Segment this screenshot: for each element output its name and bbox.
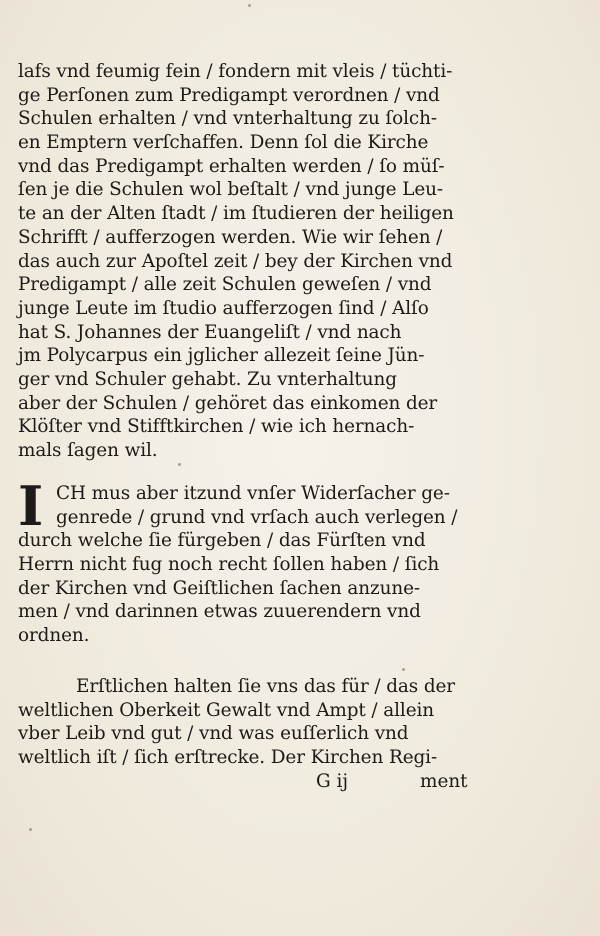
text-line: jm Polycarpus ein jglicher allezeit ſeine Jün- [18, 345, 425, 367]
text-line: aber der Schulen / gehöret das einkomen der [18, 392, 438, 414]
text-line: men / vnd darinnen etwas zuuerendern vnd [18, 601, 421, 623]
text-line: lafs vnd feumig fein / fondern mit vleis / tüchti- [18, 61, 453, 82]
paragraph-2 [18, 474, 488, 648]
text-line: Klöſter vnd Stifftkirchen / wie ich hernach- [18, 416, 415, 438]
text-line: ger vnd Schuler gehabt. Zu vnterhaltung [18, 368, 397, 390]
text-line: weltlich iſt / ſich erſtrecke. Der Kirchen Regi- [18, 747, 438, 769]
text-line: vnd das Predigampt erhalten werden / ſo müſ- [18, 155, 445, 177]
drop-cap: I [18, 474, 44, 538]
text-line: Herrn nicht fug noch recht ſollen haben / ſich [18, 554, 440, 576]
ink-speck [402, 668, 405, 671]
text-line: ge Perſonen zum Predigampt verordnen / vnd [18, 84, 440, 106]
text-line: durch welche ſie fürgeben / das Fürſten vnd [18, 530, 426, 552]
catchword: ment [420, 771, 468, 792]
signature-mark: G ij [316, 771, 349, 792]
text-line: Predigampt / alle zeit Schulen geweſen / vnd [18, 274, 432, 296]
text-line: ſen je die Schulen wol beſtalt / vnd junge Leu- [18, 179, 443, 201]
text-line: en Emptern verſchaffen. Denn ſol die Kirche [18, 132, 429, 154]
text-line: der Kirchen vnd Geiſtlichen ſachen anzune- [18, 577, 420, 599]
ink-speck [29, 828, 32, 831]
text-line: weltlichen Oberkeit Gewalt vnd Ampt / allein [18, 699, 435, 721]
text-line: mals ſagen wil. [18, 440, 158, 461]
text-line: genrede / grund vnd vrſach auch verlegen / [56, 506, 458, 528]
ink-speck [178, 463, 181, 466]
text-line: CH mus aber itzund vnſer Widerſacher ge- [56, 483, 450, 504]
text-line: te an der Alten ſtadt / im ſtudieren der heiligen [18, 203, 454, 225]
text-line: hat S. Johannes der Euangeliſt / vnd nach [18, 321, 402, 343]
text-line: Schrifft / aufferzogen werden. Wie wir ſehen / [18, 226, 443, 248]
text-line: vber Leib vnd gut / vnd was euſſerlich vnd [18, 723, 409, 745]
text-line: das auch zur Apoſtel zeit / bey der Kirchen vnd [18, 250, 453, 272]
paragraph-1 [18, 60, 488, 463]
text-line: junge Leute im ſtudio aufferzogen ſind / Alſo [18, 297, 429, 319]
paragraph-3 [18, 675, 488, 770]
ink-speck [248, 4, 251, 7]
text-line: Schulen erhalten / vnd vnterhaltung zu ſolch- [18, 108, 437, 130]
text-line: Erſtlichen halten ſie vns das für / das der [76, 676, 456, 697]
text-line: ordnen. [18, 625, 90, 647]
